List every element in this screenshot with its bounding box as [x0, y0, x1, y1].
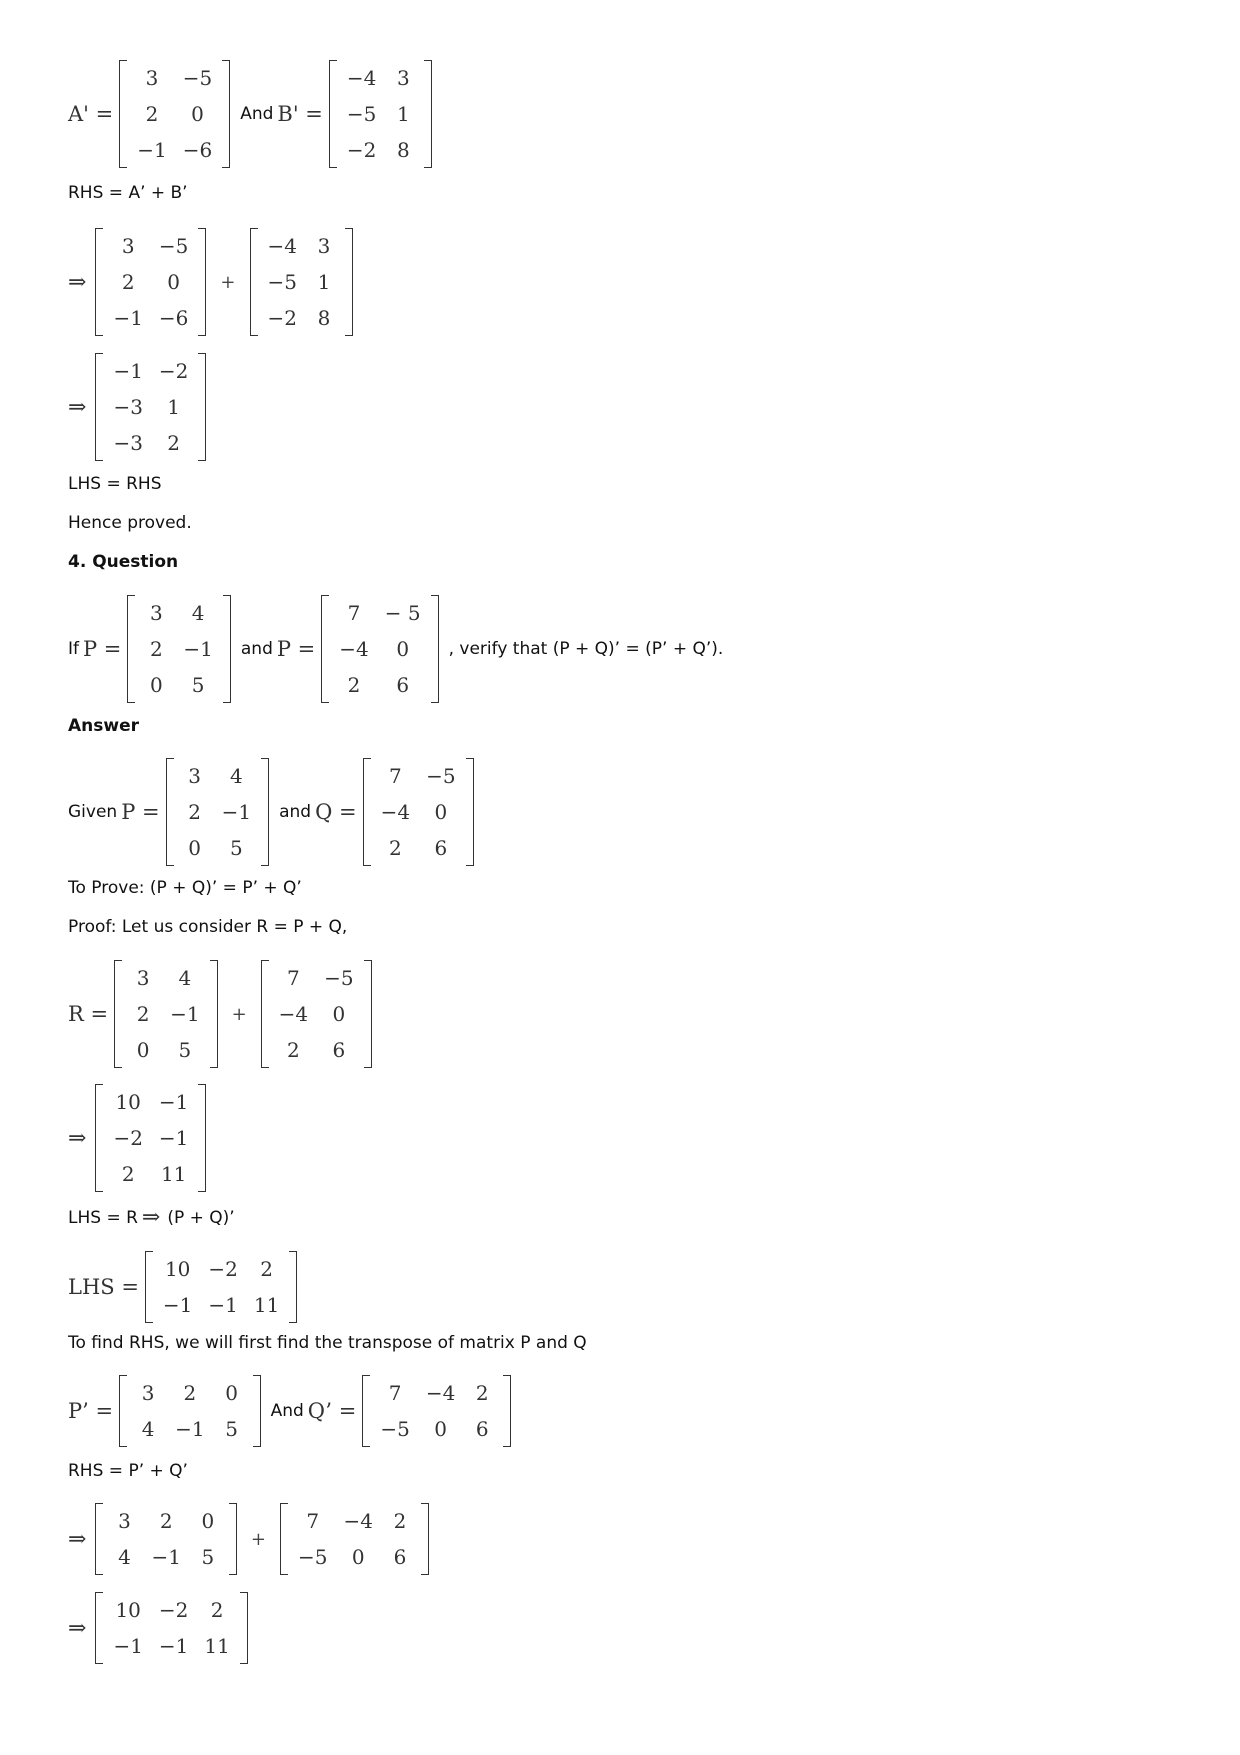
section-heading: 4. Question	[68, 552, 179, 572]
matrix-cell: −4	[346, 66, 377, 90]
matrix-cell: 2	[150, 637, 163, 661]
matrix-cell: 0	[351, 1545, 365, 1569]
content-line	[68, 1461, 188, 1481]
content-line	[68, 1503, 435, 1575]
matrix-cell: 6	[393, 1545, 407, 1569]
content-line	[68, 552, 178, 572]
matrix-cell: 6	[396, 673, 410, 697]
matrix-cell: −1	[151, 1545, 181, 1569]
content-line	[68, 1251, 303, 1323]
text-span: (P + Q)’	[167, 1207, 235, 1228]
text-span: RHS = A’ + B’	[68, 183, 188, 203]
matrix-cell: −2	[267, 306, 297, 330]
implies-symbol: ⇒	[141, 1205, 161, 1230]
matrix-cell: 7	[388, 1381, 402, 1405]
matrix-cell: 5	[178, 1038, 192, 1062]
text-span: LHS = RHS	[68, 474, 162, 494]
matrix-cell: 3	[317, 234, 331, 258]
matrix	[95, 228, 206, 336]
matrix	[95, 1592, 247, 1664]
matrix-cell: −1	[113, 306, 143, 330]
matrix-cell: 2	[167, 431, 181, 455]
matrix-cell: 3	[136, 966, 150, 990]
text-span: And	[240, 104, 274, 124]
matrix-cell: 2	[136, 1002, 150, 1026]
math-label: P =	[121, 800, 160, 824]
matrix-cell: 3	[396, 66, 410, 90]
text-span: and	[240, 639, 273, 659]
matrix-cell: 11	[160, 1162, 187, 1186]
matrix-cell: −1	[113, 1634, 143, 1658]
matrix-cell: −2	[208, 1257, 238, 1281]
content-line	[68, 183, 188, 203]
matrix-cell: −5	[380, 1417, 410, 1441]
matrix-cell: 3	[188, 764, 201, 788]
matrix-cell: 2	[393, 1509, 407, 1533]
text-span: Hence proved.	[68, 513, 192, 533]
implies-symbol: ⇒	[68, 1125, 87, 1151]
matrix-cell: 2	[121, 1162, 135, 1186]
matrix-cell: 3	[141, 1381, 155, 1405]
matrix-cell: −5	[324, 966, 354, 990]
implies-symbol: ⇒	[68, 394, 87, 420]
matrix-cell: 1	[317, 270, 331, 294]
content-line	[68, 595, 723, 703]
matrix-cell: −5	[158, 234, 189, 258]
content-line	[68, 878, 302, 898]
matrix-cell: −2	[346, 138, 377, 162]
matrix-cell: −1	[158, 1090, 189, 1114]
matrix	[261, 960, 372, 1068]
matrix-cell: 7	[388, 764, 402, 788]
matrix-cell: 0	[201, 1509, 215, 1533]
matrix-cell: 0	[136, 1038, 150, 1062]
matrix-cell: −1	[158, 1126, 189, 1150]
content-line	[68, 716, 139, 736]
matrix-cell: −1	[113, 359, 143, 383]
matrix-cell: 3	[121, 234, 135, 258]
math-label: P’ =	[68, 1399, 114, 1423]
matrix-cell: 0	[188, 836, 201, 860]
content-line	[68, 60, 438, 168]
matrix-cell: −1	[158, 1634, 189, 1658]
matrix	[119, 1375, 260, 1447]
text-span: , verify that (P + Q)’ = (P’ + Q’).	[448, 639, 724, 659]
plus-symbol: +	[250, 1528, 267, 1550]
matrix-cell: 2	[287, 1038, 300, 1062]
content-line	[68, 917, 347, 937]
matrix-cell: 5	[191, 673, 205, 697]
matrix-cell: 2	[347, 673, 361, 697]
matrix-cell: −5	[182, 66, 213, 90]
matrix-cell: −2	[158, 1598, 189, 1622]
matrix-cell: −1	[137, 138, 167, 162]
matrix-cell: 2	[475, 1381, 489, 1405]
math-label: A' =	[68, 102, 114, 126]
matrix	[95, 353, 206, 461]
implies-symbol: ⇒	[68, 1526, 87, 1552]
matrix-cell: 11	[204, 1634, 230, 1658]
matrix-cell: 6	[475, 1417, 489, 1441]
matrix-cell: −4	[278, 1002, 309, 1026]
matrix-cell: 0	[225, 1381, 238, 1405]
matrix	[363, 758, 474, 866]
matrix	[114, 960, 217, 1068]
matrix-cell: 8	[317, 306, 331, 330]
math-label: P =	[83, 637, 122, 661]
math-label: Q =	[315, 800, 357, 824]
matrix-cell: 0	[150, 673, 163, 697]
math-label: R =	[68, 1002, 109, 1026]
matrix-cell: −2	[158, 359, 189, 383]
math-label: P =	[276, 637, 316, 661]
matrix-cell: 2	[260, 1257, 273, 1281]
matrix-cell: 4	[118, 1545, 131, 1569]
matrix-cell: 4	[191, 601, 205, 625]
content-line	[68, 758, 480, 866]
matrix-cell: 6	[434, 836, 448, 860]
matrix-cell: −2	[113, 1126, 143, 1150]
matrix-cell: 10	[164, 1257, 191, 1281]
matrix	[145, 1251, 297, 1323]
matrix-cell: 4	[141, 1417, 155, 1441]
matrix-cell: −1	[170, 1002, 200, 1026]
matrix-cell: −1	[183, 637, 213, 661]
content-line	[68, 353, 212, 461]
matrix-cell: −6	[158, 306, 189, 330]
matrix-cell: 0	[434, 800, 448, 824]
matrix-cell: 0	[167, 270, 181, 294]
matrix-cell: 2	[145, 102, 159, 126]
matrix-cell: −4	[267, 234, 297, 258]
matrix-cell: 2	[210, 1598, 224, 1622]
matrix-cell: 7	[347, 601, 361, 625]
text-span: To find RHS, we will first find the transpose of matrix P and Q	[68, 1333, 587, 1353]
matrix-cell: 1	[396, 102, 410, 126]
matrix-cell: 2	[188, 800, 201, 824]
matrix	[166, 758, 269, 866]
matrix-cell: 5	[225, 1417, 238, 1441]
matrix	[250, 228, 353, 336]
implies-symbol: ⇒	[68, 269, 87, 295]
content-line	[68, 228, 359, 336]
matrix-cell: 4	[229, 764, 243, 788]
content-line	[68, 1333, 587, 1353]
matrix-cell: −3	[113, 395, 143, 419]
text-span: To Prove: (P + Q)’ = P’ + Q’	[68, 878, 302, 898]
matrix-cell: −6	[182, 138, 213, 162]
text-span: If	[68, 639, 79, 659]
matrix-cell: −1	[162, 1293, 193, 1317]
matrix	[95, 1084, 206, 1192]
text-span: Proof: Let us consider R = P + Q,	[68, 917, 348, 937]
matrix-cell: 7	[287, 966, 300, 990]
matrix-cell: − 5	[384, 601, 421, 625]
matrix-cell: 0	[332, 1002, 346, 1026]
math-label: LHS =	[68, 1275, 139, 1299]
content-line	[68, 474, 161, 494]
text-span: And	[270, 1401, 304, 1421]
matrix	[280, 1503, 429, 1575]
matrix-cell: 0	[191, 102, 204, 126]
matrix-cell: 2	[121, 270, 135, 294]
matrix-cell: −1	[221, 800, 252, 824]
plus-symbol: +	[231, 1003, 247, 1025]
matrix	[127, 595, 230, 703]
matrix-cell: 10	[115, 1598, 141, 1622]
matrix	[362, 1375, 511, 1447]
text-span: Given	[68, 802, 118, 822]
matrix	[119, 60, 230, 168]
matrix-cell: −5	[426, 764, 456, 788]
matrix-cell: 0	[396, 637, 410, 661]
matrix-cell: 2	[388, 836, 402, 860]
math-label: Q’ =	[307, 1399, 357, 1423]
matrix	[329, 60, 432, 168]
matrix-cell: 0	[434, 1417, 447, 1441]
matrix-cell: −1	[208, 1293, 238, 1317]
text-span: and	[279, 802, 312, 822]
section-heading: Answer	[68, 716, 139, 736]
matrix-cell: −4	[425, 1381, 456, 1405]
matrix	[95, 1503, 236, 1575]
implies-symbol: ⇒	[68, 1615, 87, 1641]
matrix-cell: −4	[380, 800, 411, 824]
matrix-cell: 5	[201, 1545, 215, 1569]
matrix-cell: 5	[229, 836, 243, 860]
matrix-cell: 8	[396, 138, 410, 162]
content-line	[68, 1205, 235, 1230]
matrix-cell: 7	[306, 1509, 320, 1533]
matrix-cell: −1	[175, 1417, 205, 1441]
matrix-cell: 3	[118, 1509, 131, 1533]
matrix-cell: −5	[298, 1545, 328, 1569]
content-line	[68, 513, 192, 533]
matrix-cell: −5	[346, 102, 377, 126]
matrix-cell: 4	[178, 966, 192, 990]
content-line	[68, 1084, 212, 1192]
matrix-cell: 1	[167, 395, 181, 419]
plus-symbol: +	[220, 271, 236, 293]
content-line	[68, 960, 378, 1068]
content-line	[68, 1375, 517, 1447]
text-span: LHS = R	[68, 1207, 138, 1228]
matrix-cell: 3	[150, 601, 163, 625]
matrix-cell: −3	[113, 431, 143, 455]
matrix-cell: 6	[332, 1038, 346, 1062]
math-label: B' =	[277, 102, 323, 126]
content-line	[68, 1592, 254, 1664]
matrix-cell: −4	[343, 1509, 373, 1533]
matrix-cell: 2	[159, 1509, 173, 1533]
matrix-cell: −4	[339, 637, 369, 661]
text-span: RHS = P’ + Q’	[68, 1461, 188, 1481]
matrix-cell: 11	[253, 1293, 280, 1317]
matrix-cell: 10	[115, 1090, 141, 1114]
matrix-cell: −5	[267, 270, 297, 294]
matrix-cell: 2	[183, 1381, 197, 1405]
matrix	[321, 595, 438, 703]
matrix-cell: 3	[145, 66, 159, 90]
